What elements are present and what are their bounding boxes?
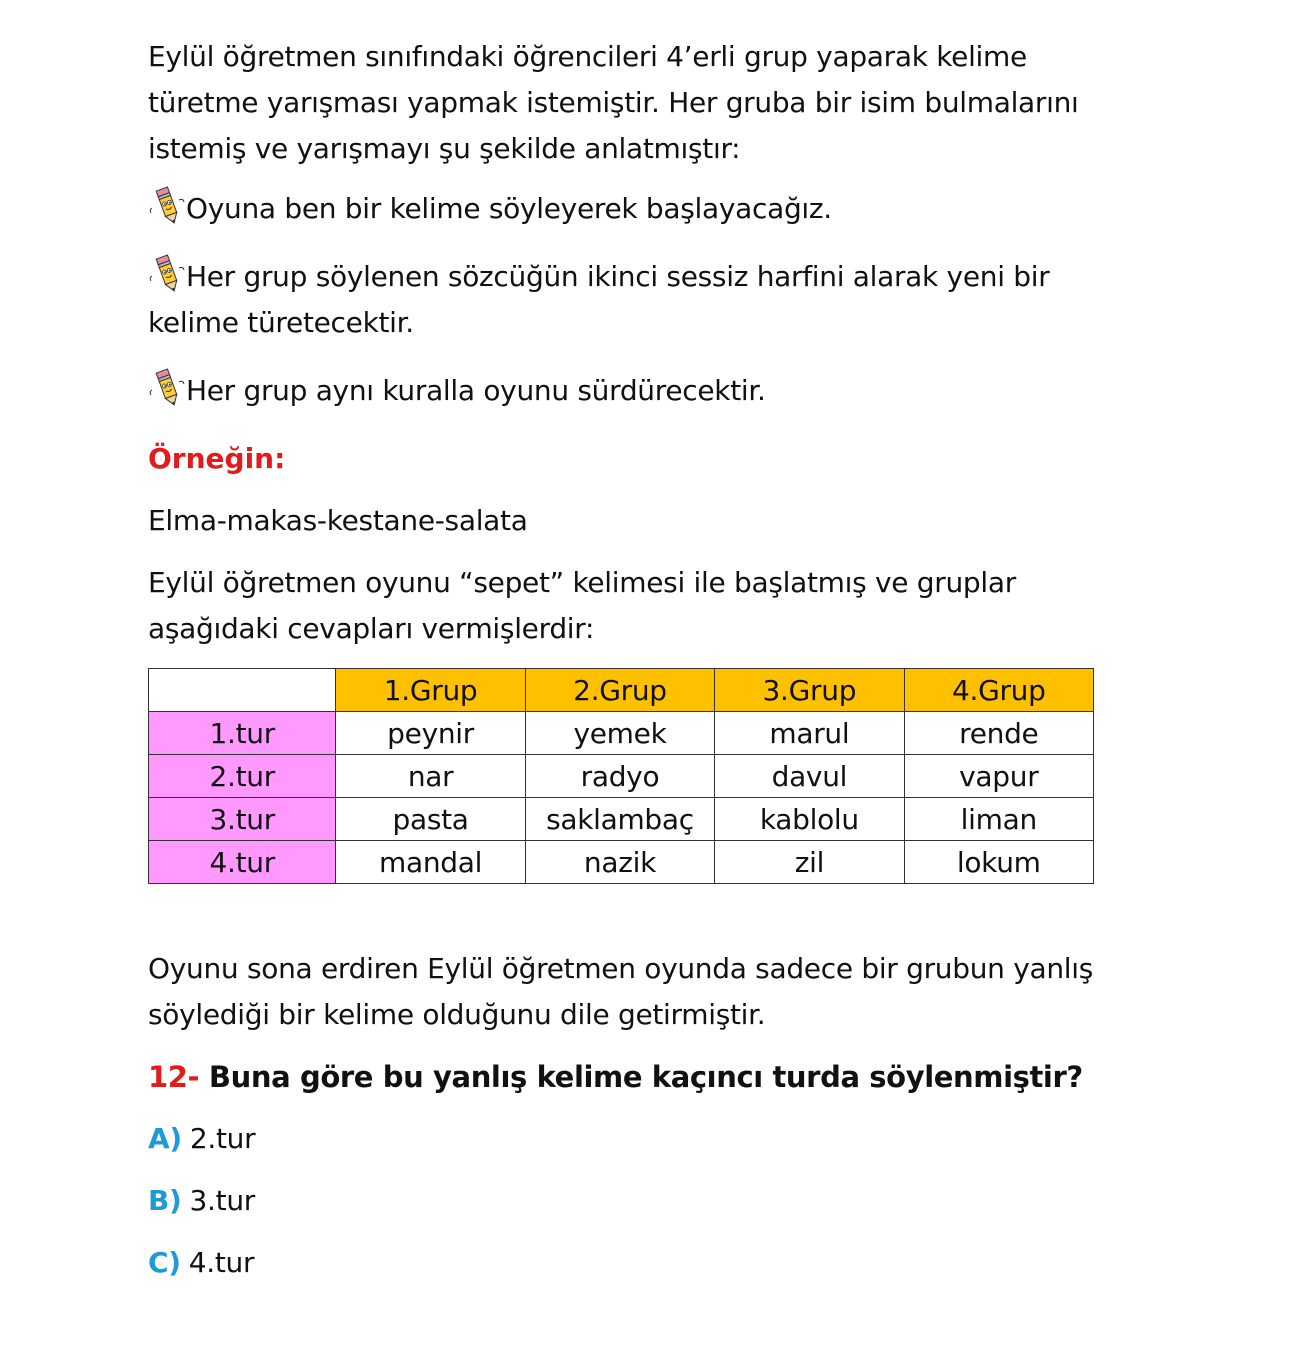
description-line: Eylül öğretmen oyunu “sepet” kelimesi ile başlatmış ve gruplar (148, 566, 1016, 599)
option-text: 4.tur (188, 1246, 255, 1279)
table-cell: radyo (525, 755, 714, 798)
rule-text: Her grup aynı kuralla oyunu sürdürecektir. (186, 374, 766, 407)
row-label-cell: 1.tur (149, 712, 336, 755)
closing-paragraph (148, 946, 1108, 1038)
table-cell: rende (904, 712, 1093, 755)
table-cell: saklambaç (525, 798, 714, 841)
table-cell: davul (715, 755, 904, 798)
table-cell: liman (904, 798, 1093, 841)
table-row (149, 841, 1094, 884)
option-letter: B) (148, 1184, 182, 1217)
rule-item (148, 186, 1108, 232)
row-label-cell: 4.tur (149, 841, 336, 884)
table-header-cell: 2.Grup (525, 669, 714, 712)
answer-option-a[interactable] (148, 1116, 1108, 1162)
answer-option-c[interactable] (148, 1240, 1108, 1286)
intro-line: Eylül öğretmen sınıfındaki öğrencileri 4’erli grup yaparak kelime (148, 40, 1027, 73)
table-cell: kablolu (715, 798, 904, 841)
table-cell: pasta (336, 798, 525, 841)
option-letter: A) (148, 1122, 182, 1155)
question-text: Buna göre bu yanlış kelime kaçıncı turda söylenmiştir? (208, 1060, 1083, 1094)
description-line: aşağıdaki cevapları vermişlerdir: (148, 612, 595, 645)
closing-line: söylediği bir kelime olduğunu dile getirmiştir. (148, 998, 766, 1031)
worksheet (148, 34, 1108, 1302)
table-cell: peynir (336, 712, 525, 755)
intro-paragraph (148, 34, 1108, 172)
answers-table (148, 668, 1094, 884)
row-label-cell: 2.tur (149, 755, 336, 798)
table-row (149, 798, 1094, 841)
rule-item (148, 254, 1108, 346)
pencil-character-icon (148, 254, 188, 294)
rule-text: Her grup söylenen sözcüğün ikinci sessiz harfini alarak yeni bir (186, 260, 1050, 293)
table-cell: vapur (904, 755, 1093, 798)
table-cell: zil (715, 841, 904, 884)
table-cell: nar (336, 755, 525, 798)
rule-text-continued: kelime türetecektir. (148, 306, 414, 339)
question-number: 12- (148, 1060, 200, 1094)
example-title: Örneğin: (148, 442, 286, 475)
row-label-cell: 3.tur (149, 798, 336, 841)
table-cell: marul (715, 712, 904, 755)
table-cell: yemek (525, 712, 714, 755)
option-letter: C) (148, 1246, 181, 1279)
closing-line: Oyunu sona erdiren Eylül öğretmen oyunda sadece bir grubun yanlış (148, 952, 1094, 985)
table-header-cell: 4.Grup (904, 669, 1093, 712)
table-row (149, 755, 1094, 798)
table-header-cell: 1.Grup (336, 669, 525, 712)
pencil-character-icon (148, 368, 188, 408)
table-cell: mandal (336, 841, 525, 884)
table-cell: nazik (525, 841, 714, 884)
table-corner-cell (149, 669, 336, 712)
rule-item (148, 368, 1108, 414)
intro-line: türetme yarışması yapmak istemiştir. Her gruba bir isim bulmalarını (148, 86, 1079, 119)
intro-line: istemiş ve yarışmayı şu şekilde anlatmıştır: (148, 132, 741, 165)
rule-text: Oyuna ben bir kelime söyleyerek başlayacağız. (186, 192, 832, 225)
description-paragraph (148, 560, 1108, 652)
question (148, 1054, 1108, 1100)
table-cell: lokum (904, 841, 1093, 884)
example-sequence: Elma-makas-kestane-salata (148, 504, 528, 537)
table-header-row (149, 669, 1094, 712)
option-text: 2.tur (189, 1122, 256, 1155)
table-row (149, 712, 1094, 755)
answer-option-b[interactable] (148, 1178, 1108, 1224)
option-text: 3.tur (189, 1184, 255, 1217)
pencil-character-icon (148, 186, 188, 226)
table-header-cell: 3.Grup (715, 669, 904, 712)
